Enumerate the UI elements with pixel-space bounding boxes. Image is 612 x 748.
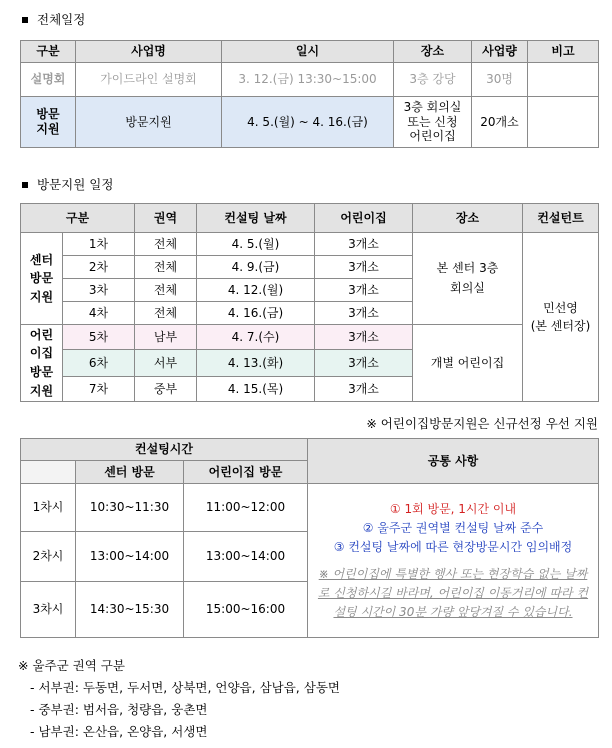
common-note-text: ※ 어린이집에 특별한 행사 또는 현장학습 없는 날짜로 신청하시길 바라며, 어린이집 이동거리에 따라 컨설팅 시간이 30분 가량 앞당겨질 수 있습니다. [317, 567, 589, 619]
header-category: 구분 [21, 204, 135, 233]
cell-region: 전체 [135, 233, 197, 256]
table-row [21, 233, 599, 256]
cell-consultant: 민선영 (본 센터장) [523, 233, 599, 402]
header-category: 구분 [21, 41, 76, 63]
regions-title: ※ 울주군 권역 구분 [18, 658, 125, 673]
cell-round: 6차 [63, 350, 135, 377]
header-remarks: 비고 [528, 41, 599, 63]
cell-center-time: 10:30~11:30 [76, 484, 184, 532]
cell-region: 남부 [135, 325, 197, 350]
cell-center-time: 13:00~14:00 [76, 532, 184, 582]
cell-date: 4. 16.(금) [197, 302, 315, 325]
header-place: 장소 [394, 41, 472, 63]
cell-place: 3층 회의실 또는 신청 어린이집 [394, 97, 472, 148]
cell-place-daycare: 개별 어린이집 [413, 325, 523, 402]
cell-place: 3층 강당 [394, 63, 472, 97]
cell-date: 4. 15.(목) [197, 377, 315, 402]
cell-round: 7차 [63, 377, 135, 402]
header-center-visit: 센터 방문 [76, 461, 184, 484]
cell-volume: 20개소 [472, 97, 528, 148]
header-region: 권역 [135, 204, 197, 233]
section-overall-title: 전체일정 [22, 10, 85, 28]
visit-schedule-table [20, 203, 599, 402]
table-header-row [21, 204, 599, 233]
cell-datetime: 4. 5.(월) ~ 4. 16.(금) [222, 97, 394, 148]
group-center-visit: 센터 방문 지원 [21, 233, 63, 325]
table-row [21, 325, 599, 350]
header-daycare-visit: 어린이집 방문 [184, 461, 308, 484]
cell-category: 방문 지원 [21, 97, 76, 148]
cell-session: 3차시 [21, 582, 76, 638]
cell-session: 2차시 [21, 532, 76, 582]
header-daycare: 어린이집 [315, 204, 413, 233]
cell-center-time: 14:30~15:30 [76, 582, 184, 638]
cell-datetime: 3. 12.(금) 13:30~15:00 [222, 63, 394, 97]
cell-daycare-time: 11:00~12:00 [184, 484, 308, 532]
table-row [21, 484, 599, 532]
overall-schedule-table [20, 40, 599, 148]
common-item-2: ② 울주군 권역별 컨설팅 날짜 준수 [362, 521, 544, 536]
cell-volume: 30명 [472, 63, 528, 97]
cell-round: 4차 [63, 302, 135, 325]
header-place: 장소 [413, 204, 523, 233]
cell-count: 3개소 [315, 350, 413, 377]
cell-date: 4. 7.(수) [197, 325, 315, 350]
common-item-3: ③ 컨설팅 날짜에 따른 현장방문시간 임의배정 [333, 540, 573, 555]
cell-region: 전체 [135, 256, 197, 279]
cell-round: 3차 [63, 279, 135, 302]
cell-date: 4. 5.(월) [197, 233, 315, 256]
cell-remarks [528, 97, 599, 148]
cell-count: 3개소 [315, 377, 413, 402]
cell-place-center: 본 센터 3층 회의실 [413, 233, 523, 325]
section-visit-title: 방문지원 일정 [22, 175, 113, 193]
cell-daycare-time: 13:00~14:00 [184, 532, 308, 582]
table-row [21, 63, 599, 97]
cell-remarks [528, 63, 599, 97]
header-common: 공통 사항 [308, 439, 599, 484]
cell-round: 5차 [63, 325, 135, 350]
common-notes-cell [308, 484, 599, 638]
cell-region: 중부 [135, 377, 197, 402]
cell-category: 설명회 [21, 63, 76, 97]
header-volume: 사업량 [472, 41, 528, 63]
header-project-name: 사업명 [76, 41, 222, 63]
cell-date: 4. 12.(월) [197, 279, 315, 302]
cell-region: 전체 [135, 279, 197, 302]
bullet-square-icon [22, 17, 28, 23]
common-item-1: ① 1회 방문, 1시간 이내 [389, 501, 517, 516]
table-header-row [21, 41, 599, 63]
consult-time-table [20, 438, 599, 638]
cell-region: 전체 [135, 302, 197, 325]
cell-count: 3개소 [315, 256, 413, 279]
header-consultant: 컨설턴트 [523, 204, 599, 233]
table-header-row [21, 439, 599, 461]
cell-session: 1차시 [21, 484, 76, 532]
cell-count: 3개소 [315, 325, 413, 350]
cell-project-name: 방문지원 [76, 97, 222, 148]
table-row [21, 97, 599, 148]
region-item-west: - 서부권: 두동면, 두서면, 상북면, 언양읍, 삼남읍, 삼동면 [30, 680, 340, 695]
cell-daycare-time: 15:00~16:00 [184, 582, 308, 638]
cell-count: 3개소 [315, 302, 413, 325]
region-item-south: - 남부권: 온산읍, 온양읍, 서생면 [30, 724, 208, 739]
cell-project-name: 가이드라인 설명회 [76, 63, 222, 97]
priority-note: ※ 어린이집방문지원은 신규선정 우선 지원 [366, 416, 598, 431]
region-item-central: - 중부권: 범서읍, 청량읍, 웅촌면 [30, 702, 208, 717]
header-datetime: 일시 [222, 41, 394, 63]
bullet-square-icon [22, 182, 28, 188]
cell-count: 3개소 [315, 233, 413, 256]
header-consult-date: 컨설팅 날짜 [197, 204, 315, 233]
cell-date: 4. 13.(화) [197, 350, 315, 377]
cell-round: 1차 [63, 233, 135, 256]
group-daycare-visit: 어린 이집 방문 지원 [21, 325, 63, 402]
header-consult-time: 컨설팅시간 [21, 439, 308, 461]
cell-round: 2차 [63, 256, 135, 279]
cell-region: 서부 [135, 350, 197, 377]
cell-date: 4. 9.(금) [197, 256, 315, 279]
cell-count: 3개소 [315, 279, 413, 302]
